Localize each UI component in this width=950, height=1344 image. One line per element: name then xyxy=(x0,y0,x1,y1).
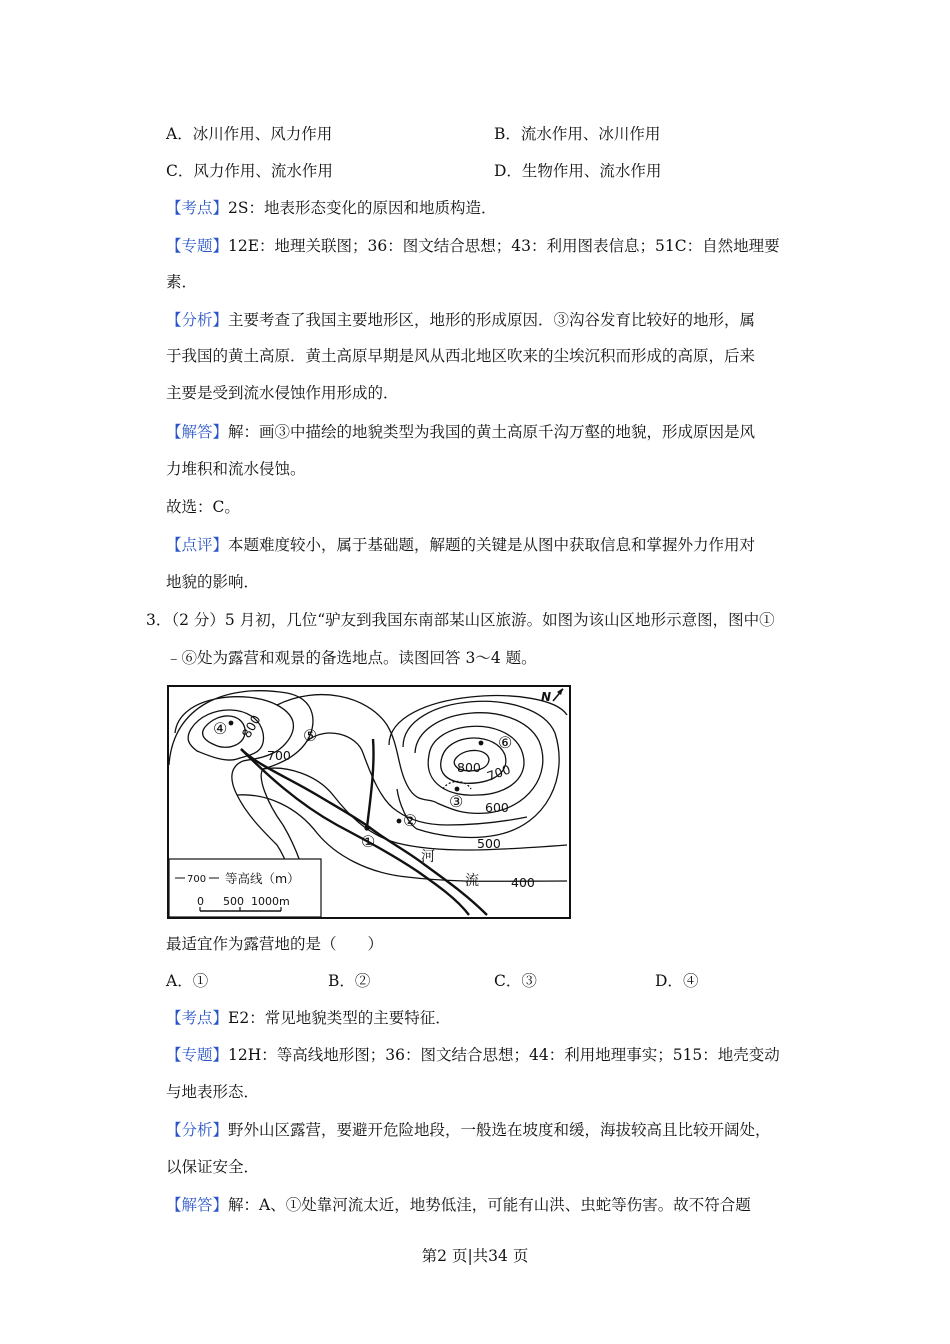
q3-option-d-num: ④ xyxy=(682,972,699,990)
river-label-2: 流 xyxy=(465,873,479,889)
q3-zhuanti-cont: 与地表形态． xyxy=(166,1083,260,1101)
option-d: D．生物作用、流水作用 xyxy=(494,162,662,180)
contour-label-800a: 800 xyxy=(238,712,264,741)
zhuanti-text: 12E：地理关联图；36：图文结合思想；43：利用图表信息；51C：自然地理要 xyxy=(228,237,780,255)
kaodian-text: 2S：地表形态变化的原因和地质构造． xyxy=(228,199,497,217)
q3-option-a-num: ① xyxy=(192,972,209,990)
dianping-text: 本题难度较小，属于基础题，解题的关键是从图中获取信息和掌握外力作用对 xyxy=(228,536,756,554)
q3-stem xyxy=(146,610,775,630)
jieda-tag: 【解答】 xyxy=(166,423,229,441)
q3-question: 最适宜作为露营地的是（ ） xyxy=(166,935,384,953)
contour-label-700a: 700 xyxy=(267,748,291,763)
q3-kaodian-text: E2：常见地貌类型的主要特征． xyxy=(228,1009,451,1027)
legend-contour-label: 等高线（m） xyxy=(225,871,300,886)
q3-stem-num1: ① xyxy=(759,611,775,629)
point-3: ③ xyxy=(449,792,464,811)
contour-label-800b: 800 xyxy=(457,760,481,775)
q3-kaodian-tag: 【考点】 xyxy=(166,1009,229,1027)
q2-fenxi-line2: 于我国的黄土高原．黄土高原早期是风从西北地区吹来的尘埃沉积而形成的高原，后来 xyxy=(166,347,756,365)
q2-kaodian xyxy=(166,198,497,218)
legend-scale-0: 0 xyxy=(197,895,204,908)
option-b: B．流水作用、冰川作用 xyxy=(494,125,661,143)
dianping-tag: 【点评】 xyxy=(166,536,229,554)
q3-stem-num2: ⑥ xyxy=(181,649,198,667)
fenxi-tag: 【分析】 xyxy=(166,311,229,329)
fenxi-num: ③ xyxy=(553,311,570,329)
q2-answer: 故选：C。 xyxy=(166,498,240,516)
q3-stem-text: 3．（2 分）5 月初，几位“驴友到我国东南部某山区旅游。如图为该山区地形示意图，图中 xyxy=(146,611,760,629)
q3-option-d xyxy=(655,971,698,991)
contour-label-400: 400 xyxy=(511,875,535,890)
point-2: ② xyxy=(403,811,418,830)
q2-dianping-line2: 地貌的影响． xyxy=(166,573,260,591)
river-label-1: 河 xyxy=(421,849,435,865)
kaodian-tag: 【考点】 xyxy=(166,199,229,217)
q3-jieda-num: ① xyxy=(285,1196,302,1214)
map-legend xyxy=(169,859,321,917)
page-footer: 第2 页|共34 页 xyxy=(421,1247,529,1265)
jieda-num: ③ xyxy=(274,423,291,441)
q3-fenxi xyxy=(166,1120,771,1140)
q2-zhuanti xyxy=(166,236,780,256)
q2-fenxi xyxy=(166,310,755,330)
q3-option-c-num: ③ xyxy=(521,972,537,990)
q2-jieda-line2: 力堆积和流水侵蚀。 xyxy=(166,460,306,478)
q3-option-b-num: ② xyxy=(354,972,371,990)
q3-option-d-label: D． xyxy=(655,972,683,990)
q3-fenxi-line2: 以保证安全． xyxy=(166,1158,260,1176)
q3-fenxi-tag: 【分析】 xyxy=(166,1121,229,1139)
q3-option-c-label: C． xyxy=(494,972,522,990)
point-1: ① xyxy=(361,832,376,851)
q2-fenxi-line3: 主要是受到流水侵蚀作用形成的． xyxy=(166,384,399,402)
contour-map xyxy=(167,685,571,920)
contour-label-500: 500 xyxy=(477,836,501,851)
q3-fenxi-text: 野外山区露营，要避开危险地段，一般选在坡度和缓，海拔较高且比较开阔处， xyxy=(228,1121,771,1139)
q2-jieda xyxy=(166,422,755,442)
contour-label-700b: 700 xyxy=(484,761,513,784)
q3-option-b xyxy=(328,971,370,991)
q2-zhuanti-cont: 素． xyxy=(166,273,198,291)
legend-scale-1000: 1000m xyxy=(251,895,290,908)
q3-kaodian xyxy=(166,1008,451,1028)
q3-zhuanti xyxy=(166,1045,780,1065)
jieda-text: 解：画 xyxy=(228,423,275,441)
north-label: N xyxy=(541,690,552,704)
q3-stem-dash: ﹣ xyxy=(166,649,182,667)
point-5: ⑤ xyxy=(303,726,318,745)
q3-stem-line2 xyxy=(166,648,537,668)
option-c: C．风力作用、流水作用 xyxy=(166,162,333,180)
fenxi-text: 主要考查了我国主要地形区，地形的形成原因． xyxy=(228,311,554,329)
fenxi-text-b: 沟谷发育比较好的地形，属 xyxy=(569,311,756,329)
q3-zhuanti-tag: 【专题】 xyxy=(166,1046,229,1064)
jieda-text-b: 中描绘的地貌类型为我国的黄土高原千沟万壑的地貌，形成原因是风 xyxy=(290,423,756,441)
q3-option-a xyxy=(166,971,208,991)
option-a: A．冰川作用、风力作用 xyxy=(166,125,333,143)
q3-option-a-label: A． xyxy=(166,972,193,990)
q3-stem-text2: 处为露营和观景的备选地点。读图回答 3～4 题。 xyxy=(197,649,537,667)
point-4: ④ xyxy=(213,719,228,738)
legend-scale-500: 500 xyxy=(223,895,244,908)
q3-jieda-tag: 【解答】 xyxy=(166,1196,229,1214)
contour-label-600: 600 xyxy=(485,800,509,815)
q3-jieda-text-b: 处靠河流太近，地势低洼，可能有山洪、虫蛇等伤害。故不符合题 xyxy=(301,1196,751,1214)
q3-option-b-label: B． xyxy=(328,972,355,990)
point-6: ⑥ xyxy=(498,733,513,752)
q2-dianping xyxy=(166,535,755,555)
q3-option-c xyxy=(494,971,537,991)
legend-contour-value: 700 xyxy=(187,874,207,885)
q3-zhuanti-text: 12H：等高线地形图；36：图文结合思想；44：利用地理事实；515：地壳变动 xyxy=(228,1046,780,1064)
q3-jieda-text: 解：A、 xyxy=(228,1196,286,1214)
q3-jieda xyxy=(166,1195,751,1215)
zhuanti-tag: 【专题】 xyxy=(166,237,229,255)
